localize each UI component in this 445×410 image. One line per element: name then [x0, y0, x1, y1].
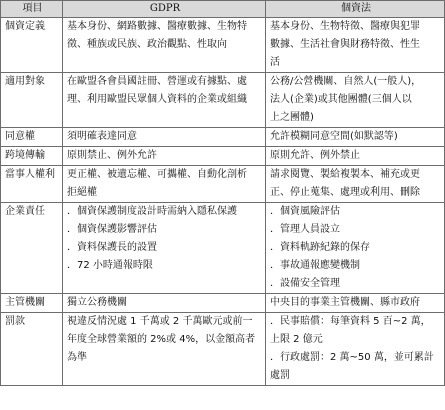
cell-text-line: 法人(企業)或其他團體(三個人以: [270, 94, 412, 105]
header-gdpr: GDPR: [63, 1, 266, 18]
cell-text-line: ．個資保護影響評估: [67, 224, 157, 235]
gdpr-cell: [63, 73, 266, 128]
cell-text-line: ．個資保護制度設計時需納入隱私保護: [67, 206, 237, 217]
cell-text-line: ．管理人員設立: [270, 224, 340, 235]
cell-text-line: 獨立公務機關: [67, 297, 127, 308]
table-row: [1, 203, 445, 294]
cell-text-line: 處罰: [270, 370, 290, 381]
cell-text-line: 更正權、被遺忘權、可攜權、自動化剖析: [67, 169, 247, 180]
table-row: [1, 147, 445, 166]
cell-text-line: 允許模糊同意空間(如默認等): [270, 131, 398, 142]
cell-text-line: ．民事賠償：每筆資料 5 百~2 萬，: [270, 316, 431, 327]
cell-text-line: 基本身份、生物特徵、醫療與犯罪: [270, 21, 420, 32]
cell-text-line: 在歐盟各會員國註冊、營運或有據點、處: [67, 76, 247, 87]
cell-text-line: 請求閱覽、製給複製本、補充或更: [270, 169, 420, 180]
header-row: [1, 1, 445, 18]
row-item-label: 適用對象: [1, 73, 63, 128]
local-law-cell: [266, 166, 445, 203]
cell-text-line: ．事故通報應變機制: [270, 260, 360, 271]
local-law-cell: [266, 147, 445, 166]
cell-text-line: 須明確表達同意: [67, 131, 137, 142]
gdpr-cell: [63, 166, 266, 203]
local-law-cell: [266, 203, 445, 294]
header-item: 項目: [1, 1, 63, 18]
cell-text-line: 原則允許、例外禁止: [270, 150, 360, 161]
cell-text-line: ．72 小時通報時限: [67, 260, 153, 271]
row-item-label: 個資定義: [1, 18, 63, 73]
cell-text-line: 基本身份、網路數據、醫療數據、生物特: [67, 21, 247, 32]
cell-text-line: 徵、種族或民族、政治觀點、性取向: [67, 39, 227, 50]
row-item-label: 罰款: [1, 313, 63, 386]
local-law-cell: [266, 18, 445, 73]
table-row: [1, 166, 445, 203]
cell-text-line: 上之團體): [270, 112, 314, 123]
row-item-label: 主管機關: [1, 294, 63, 313]
gdpr-cell: [63, 147, 266, 166]
row-item-label: 企業責任: [1, 203, 63, 294]
cell-text-line: 年度全球營業額的 2%或 4%，以金額高者: [67, 334, 256, 345]
cell-text-line: 視違反情況處 1 千萬或 2 千萬歐元或前一: [67, 316, 253, 327]
gdpr-cell: [63, 128, 266, 147]
cell-text-line: 公務/公營機關、自然人(一般人)，: [270, 76, 422, 87]
gdpr-cell: [63, 18, 266, 73]
cell-text-line: 原則禁止、例外允許: [67, 150, 157, 161]
header-local-law: 個資法: [266, 1, 445, 18]
gdpr-cell: [63, 294, 266, 313]
cell-text-line: ．個資風險評估: [270, 206, 340, 217]
cell-text-line: ．資料保護長的設置: [67, 242, 157, 253]
table-row: [1, 73, 445, 128]
cell-text-line: ．資料軌跡紀錄的保存: [270, 242, 370, 253]
cell-text-line: 理、利用歐盟民眾個人資料的企業或組織: [67, 94, 247, 105]
row-item-label: 跨境傳輸: [1, 147, 63, 166]
cell-text-line: 上限 2 億元: [270, 334, 323, 345]
cell-text-line: 為準: [67, 352, 87, 363]
cell-text-line: 中央目的事業主管機關、縣市政府: [270, 297, 420, 308]
table-row: [1, 128, 445, 147]
table-row: [1, 18, 445, 73]
row-item-label: 同意權: [1, 128, 63, 147]
local-law-cell: [266, 128, 445, 147]
cell-text-line: 數據、生活社會與財務特徵、性生: [270, 39, 420, 50]
gdpr-cell: [63, 203, 266, 294]
cell-text-line: 正、停止蒐集、處理或利用、刪除: [270, 187, 420, 198]
cell-text-line: 活: [270, 57, 280, 68]
gdpr-cell: [63, 313, 266, 386]
row-item-label: 當事人權利: [1, 166, 63, 203]
table-row: [1, 313, 445, 386]
local-law-cell: [266, 73, 445, 128]
table-row: [1, 294, 445, 313]
cell-text-line: ．設備安全管理: [270, 278, 340, 289]
cell-text-line: 拒絕權: [67, 187, 97, 198]
cell-text-line: ．行政處罰：2 萬~50 萬，並可累計: [270, 352, 434, 363]
local-law-cell: [266, 294, 445, 313]
local-law-cell: [266, 313, 445, 386]
